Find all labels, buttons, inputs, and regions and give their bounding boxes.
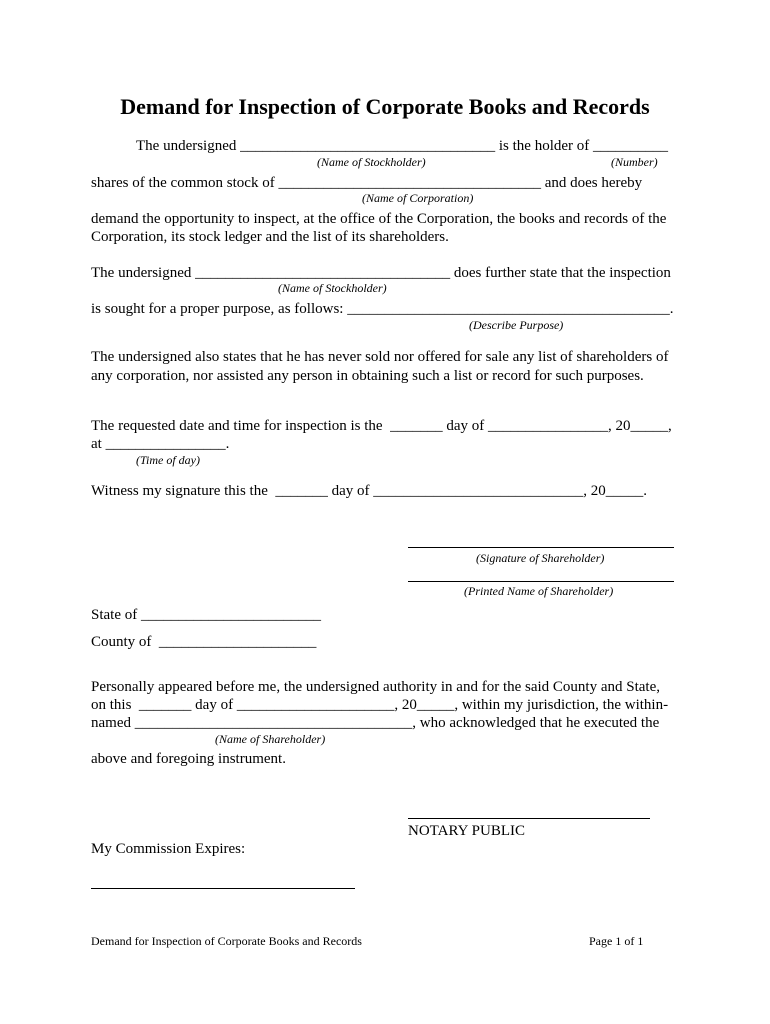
witness-line: Witness my signature this the _______ day of ____________________________, 20_____. — [91, 483, 648, 499]
notary-line1: Personally appeared before me, the undersigned authority in and for the said County and State, — [91, 679, 661, 695]
p2-line2: is sought for a proper purpose, as follows: ___________________________________________. — [91, 301, 674, 317]
printed-name-caption: (Printed Name of Shareholder) — [464, 584, 614, 598]
caption-stockholder-2: (Name of Stockholder) — [278, 281, 387, 295]
notary-line2: on this _______ day of _____________________, 20_____, within my jurisdiction, the within- — [91, 697, 669, 713]
p4-line1: The requested date and time for inspection is the _______ day of ________________, 20_____, — [91, 418, 672, 434]
signature-rule — [408, 547, 674, 548]
caption-shareholder: (Name of Shareholder) — [215, 732, 326, 746]
notary-signature-rule — [408, 818, 650, 819]
p3-line1: The undersigned also states that he has never sold nor offered for sale any list of shareholders of — [91, 349, 669, 365]
notary-line4: above and foregoing instrument. — [91, 751, 286, 767]
notary-public-label: NOTARY PUBLIC — [408, 823, 526, 839]
caption-purpose: (Describe Purpose) — [469, 318, 564, 332]
caption-number: (Number) — [611, 155, 658, 169]
p1-line4: Corporation, its stock ledger and the list of its shareholders. — [91, 229, 449, 245]
p2-line1: The undersigned __________________________________ does further state that the inspection — [91, 265, 671, 281]
p1-line2: shares of the common stock of ___________________________________ and does hereby — [91, 175, 643, 191]
signature-caption: (Signature of Shareholder) — [476, 551, 605, 565]
p1-line1: The undersigned __________________________________ is the holder of __________ — [136, 138, 669, 154]
p4-line2: at ________________. — [91, 436, 230, 452]
printed-name-rule — [408, 581, 674, 582]
footer-title: Demand for Inspection of Corporate Books and Records — [91, 934, 362, 948]
page-number: Page 1 of 1 — [589, 934, 644, 948]
page-title: Demand for Inspection of Corporate Books and Records — [120, 94, 650, 119]
commission-date-rule — [91, 888, 355, 889]
caption-corporation: (Name of Corporation) — [362, 191, 474, 205]
caption-time: (Time of day) — [136, 453, 200, 467]
commission-expires-label: My Commission Expires: — [91, 841, 246, 857]
p1-line3: demand the opportunity to inspect, at the office of the Corporation, the books and records of the — [91, 211, 667, 227]
p3-line2: any corporation, nor assisted any person in obtaining such a list or record for such purposes. — [91, 368, 644, 384]
caption-stockholder-1: (Name of Stockholder) — [317, 155, 426, 169]
notary-line3: named _____________________________________, who acknowledged that he executed the — [91, 715, 660, 731]
state-line: State of ________________________ — [91, 607, 321, 623]
county-line: County of _____________________ — [91, 634, 317, 650]
